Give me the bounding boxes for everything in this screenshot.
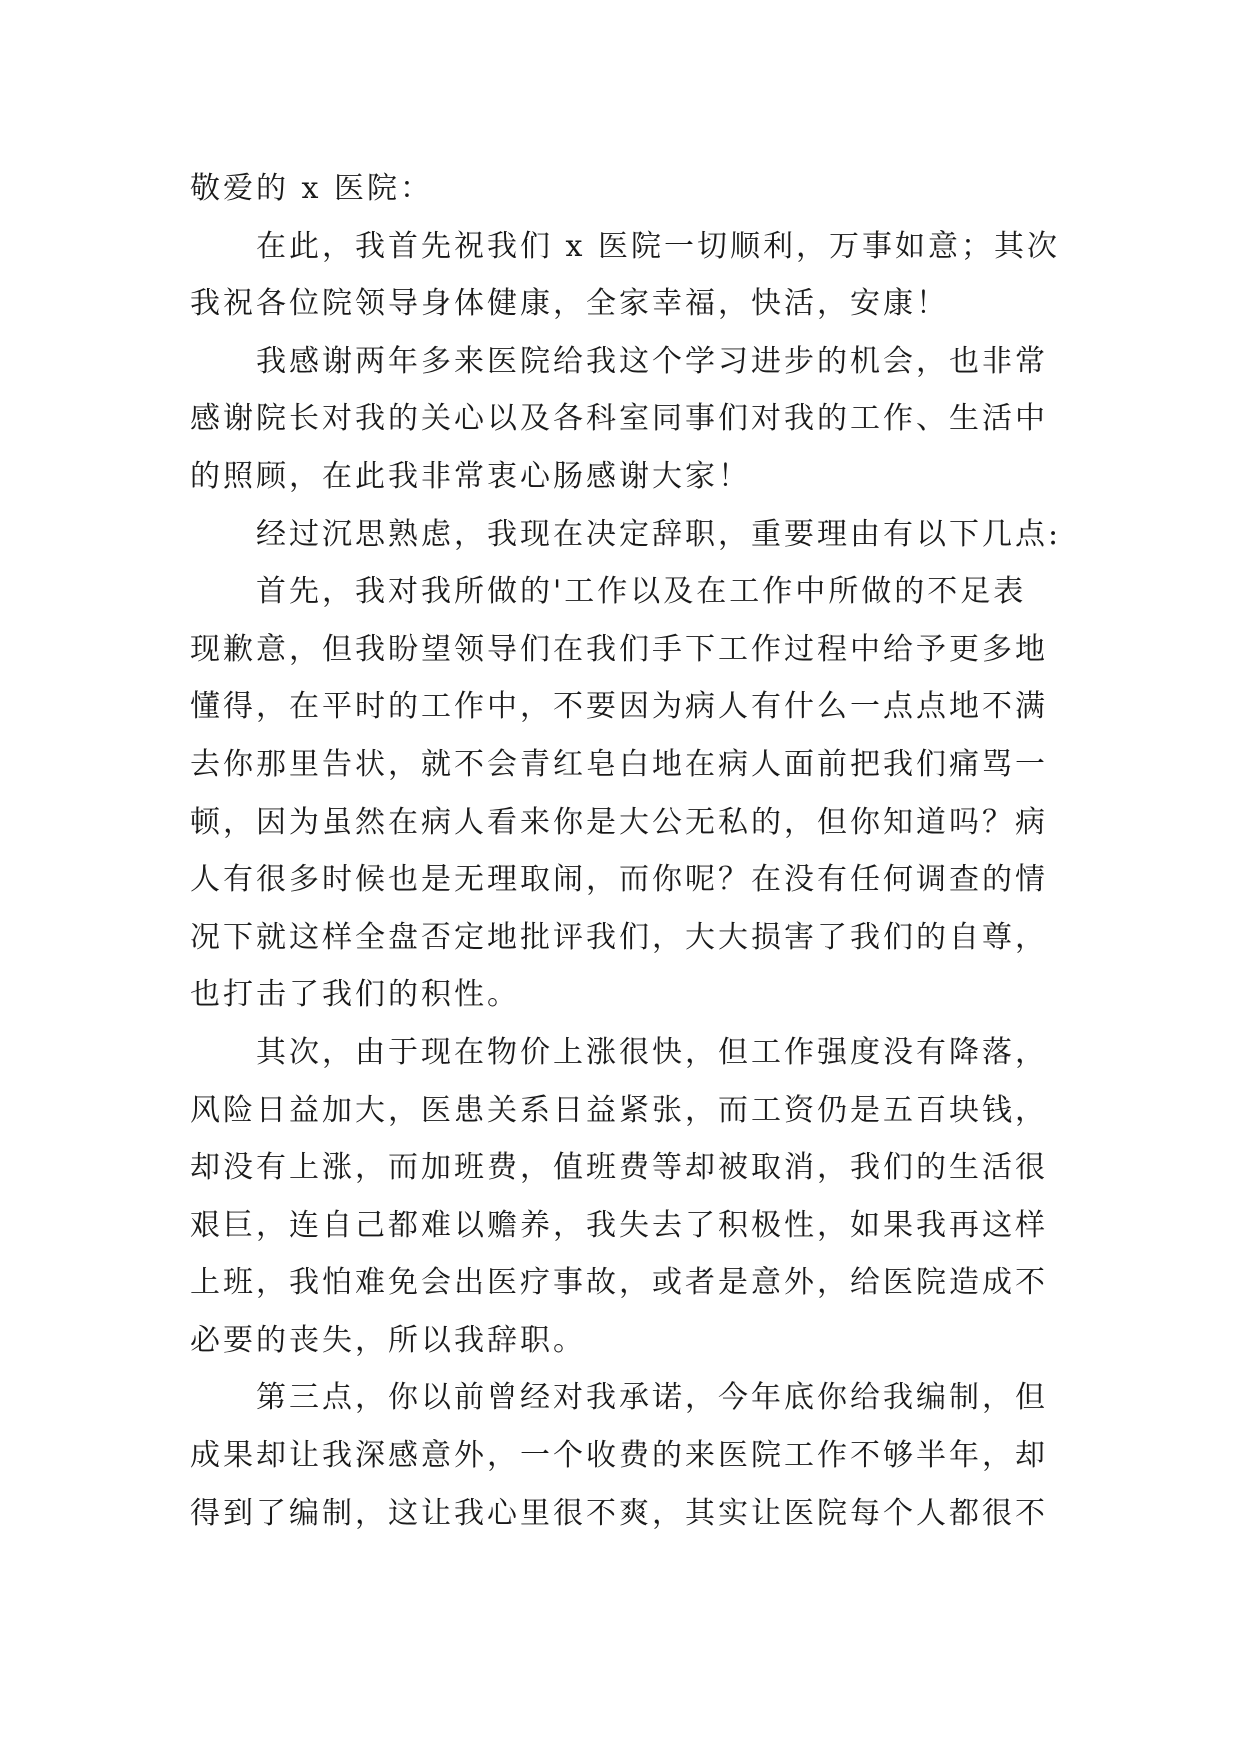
text-line: 首先，我对我所做的'工作以及在工作中所做的不足表 [256,574,1027,610]
letter-body [190,160,1070,1542]
text-line: 其次，由于现在物价上涨很快，但工作强度没有降落， [256,1034,1048,1070]
text-line: 艰巨，连自己都难以赡养，我失去了积极性，如果我再这样 [190,1207,1048,1243]
text-line: 第三点，你以前曾经对我承诺，今年底你给我编制，但 [256,1380,1048,1416]
text-line: 也打击了我们的积性。 [190,977,520,1013]
text-line: 的照顾，在此我非常衷心肠感谢大家！ [190,458,751,494]
text-line: 在此，我首先祝我们 x 医院一切顺利，万事如意；其次 [256,228,1060,264]
text-line: 懂得，在平时的工作中，不要因为病人有什么一点点地不满 [190,689,1048,725]
text-line: 现歉意，但我盼望领导们在我们手下工作过程中给予更多地 [190,631,1048,667]
text-line: 必要的丧失，所以我辞职。 [190,1322,586,1358]
text-line: 我感谢两年多来医院给我这个学习进步的机会，也非常 [256,343,1048,379]
text-line: 感谢院长对我的关心以及各科室同事们对我的工作、生活中 [190,401,1048,437]
text-line: 却没有上涨，而加班费，值班费等却被取消，我们的生活很 [190,1150,1048,1186]
text-line: 去你那里告状，就不会青红皂白地在病人面前把我们痛骂一 [190,746,1048,782]
text-line: 经过沉思熟虑，我现在决定辞职，重要理由有以下几点: [256,516,1062,552]
text-line: 我祝各位院领导身体健康，全家幸福，快活，安康！ [190,286,949,322]
text-line: 人有很多时候也是无理取闹，而你呢？在没有任何调查的情 [190,862,1048,898]
text-line: 顿，因为虽然在病人看来你是大公无私的，但你知道吗？病 [190,804,1048,840]
salutation-line: 敬爱的 x 医院： [190,171,433,206]
text-line: 风险日益加大，医患关系日益紧张，而工资仍是五百块钱， [190,1092,1048,1128]
text-line: 上班，我怕难免会出医疗事故，或者是意外，给医院造成不 [190,1265,1048,1301]
text-line: 得到了编制，这让我心里很不爽，其实让医院每个人都很不 [190,1495,1048,1531]
text-line: 成果却让我深感意外，一个收费的来医院工作不够半年，却 [190,1438,1048,1474]
text-line: 况下就这样全盘否定地批评我们，大大损害了我们的自尊， [190,919,1048,955]
